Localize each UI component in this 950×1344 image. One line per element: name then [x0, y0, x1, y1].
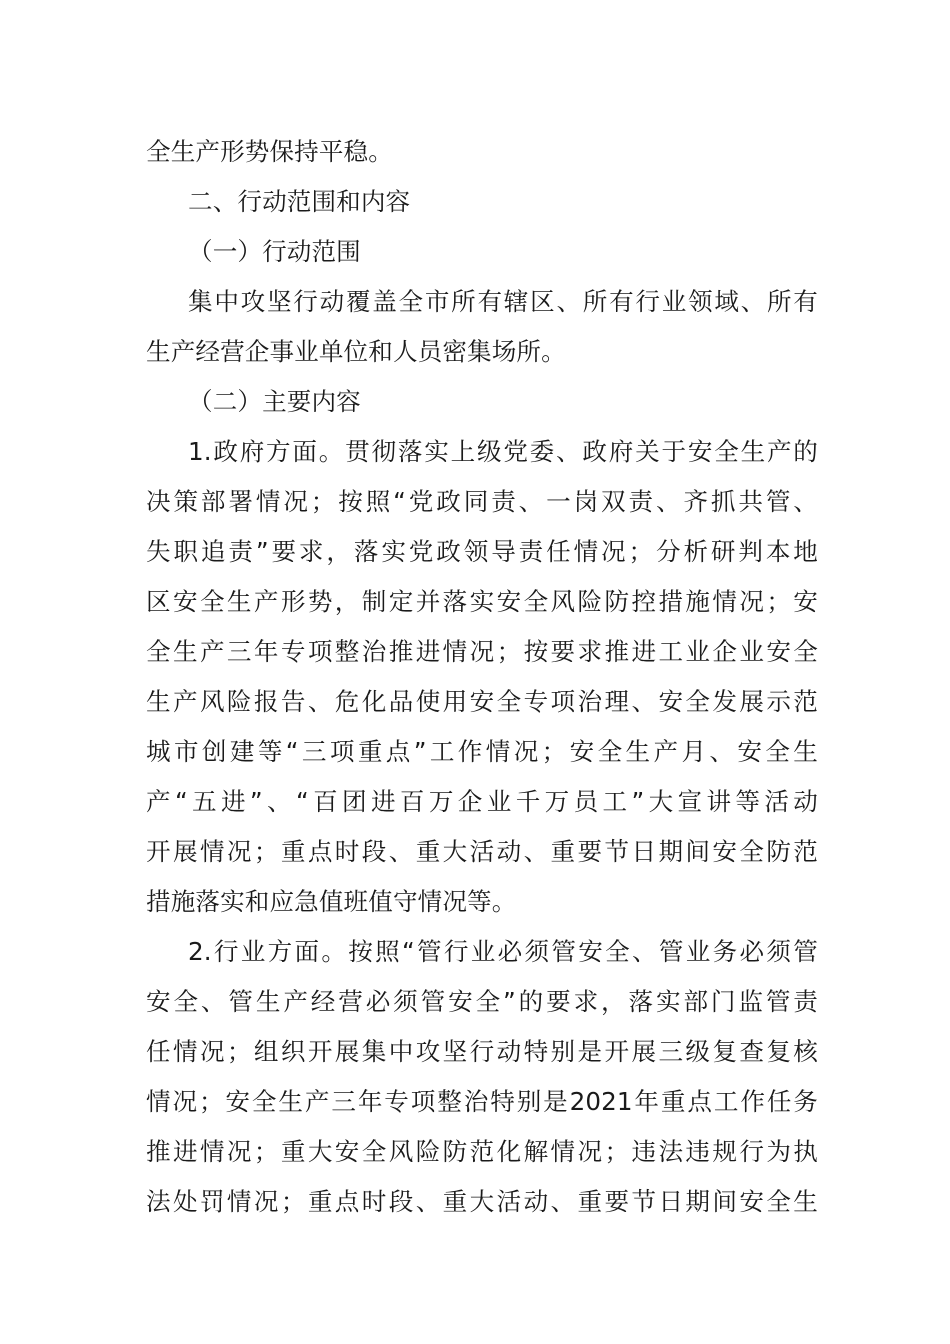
paragraph-line: 任情况；组织开展集中攻坚行动特别是开展三级复查复核	[146, 1037, 818, 1066]
paragraph-line: 法处罚情况；重点时段、重大活动、重要节日期间安全生	[146, 1187, 818, 1216]
paragraph-line: 安全、管生产经营必须管安全”的要求，落实部门监管责	[146, 987, 818, 1016]
paragraph-line: 集中攻坚行动覆盖全市所有辖区、所有行业领域、所有	[188, 287, 818, 316]
paragraph-line: 推进情况；重大安全风险防范化解情况；违法违规行为执	[146, 1137, 818, 1166]
paragraph-line: 生产经营企事业单位和人员密集场所。	[146, 337, 566, 366]
paragraph-line: 1.政府方面。贯彻落实上级党委、政府关于安全生产的	[188, 437, 818, 466]
section-heading: 二、行动范围和内容	[188, 187, 411, 216]
paragraph-line: 区安全生产形势，制定并落实安全风险防控措施情况；安	[146, 587, 818, 616]
paragraph-line: 失职追责”要求，落实党政领导责任情况；分析研判本地	[146, 537, 818, 566]
subsection-heading: （一）行动范围	[188, 237, 361, 266]
paragraph-line: 产“五进”、“百团进百万企业千万员工”大宣讲等活动	[146, 787, 818, 816]
paragraph-line: 2.行业方面。按照“管行业必须管安全、管业务必须管	[188, 937, 818, 966]
paragraph-line: 情况；安全生产三年专项整治特别是2021年重点工作任务	[146, 1087, 818, 1116]
paragraph-line: 措施落实和应急值班值守情况等。	[146, 887, 517, 916]
paragraph-line: 城市创建等“三项重点”工作情况；安全生产月、安全生	[146, 737, 818, 766]
paragraph-line: 决策部署情况；按照“党政同责、一岗双责、齐抓共管、	[146, 487, 818, 516]
paragraph-continuation: 全生产形势保持平稳。	[146, 137, 393, 166]
paragraph-line: 开展情况；重点时段、重大活动、重要节日期间安全防范	[146, 837, 818, 866]
subsection-heading: （二）主要内容	[188, 387, 361, 416]
paragraph-line: 生产风险报告、危化品使用安全专项治理、安全发展示范	[146, 687, 818, 716]
paragraph-line: 全生产三年专项整治推进情况；按要求推进工业企业安全	[146, 637, 818, 666]
